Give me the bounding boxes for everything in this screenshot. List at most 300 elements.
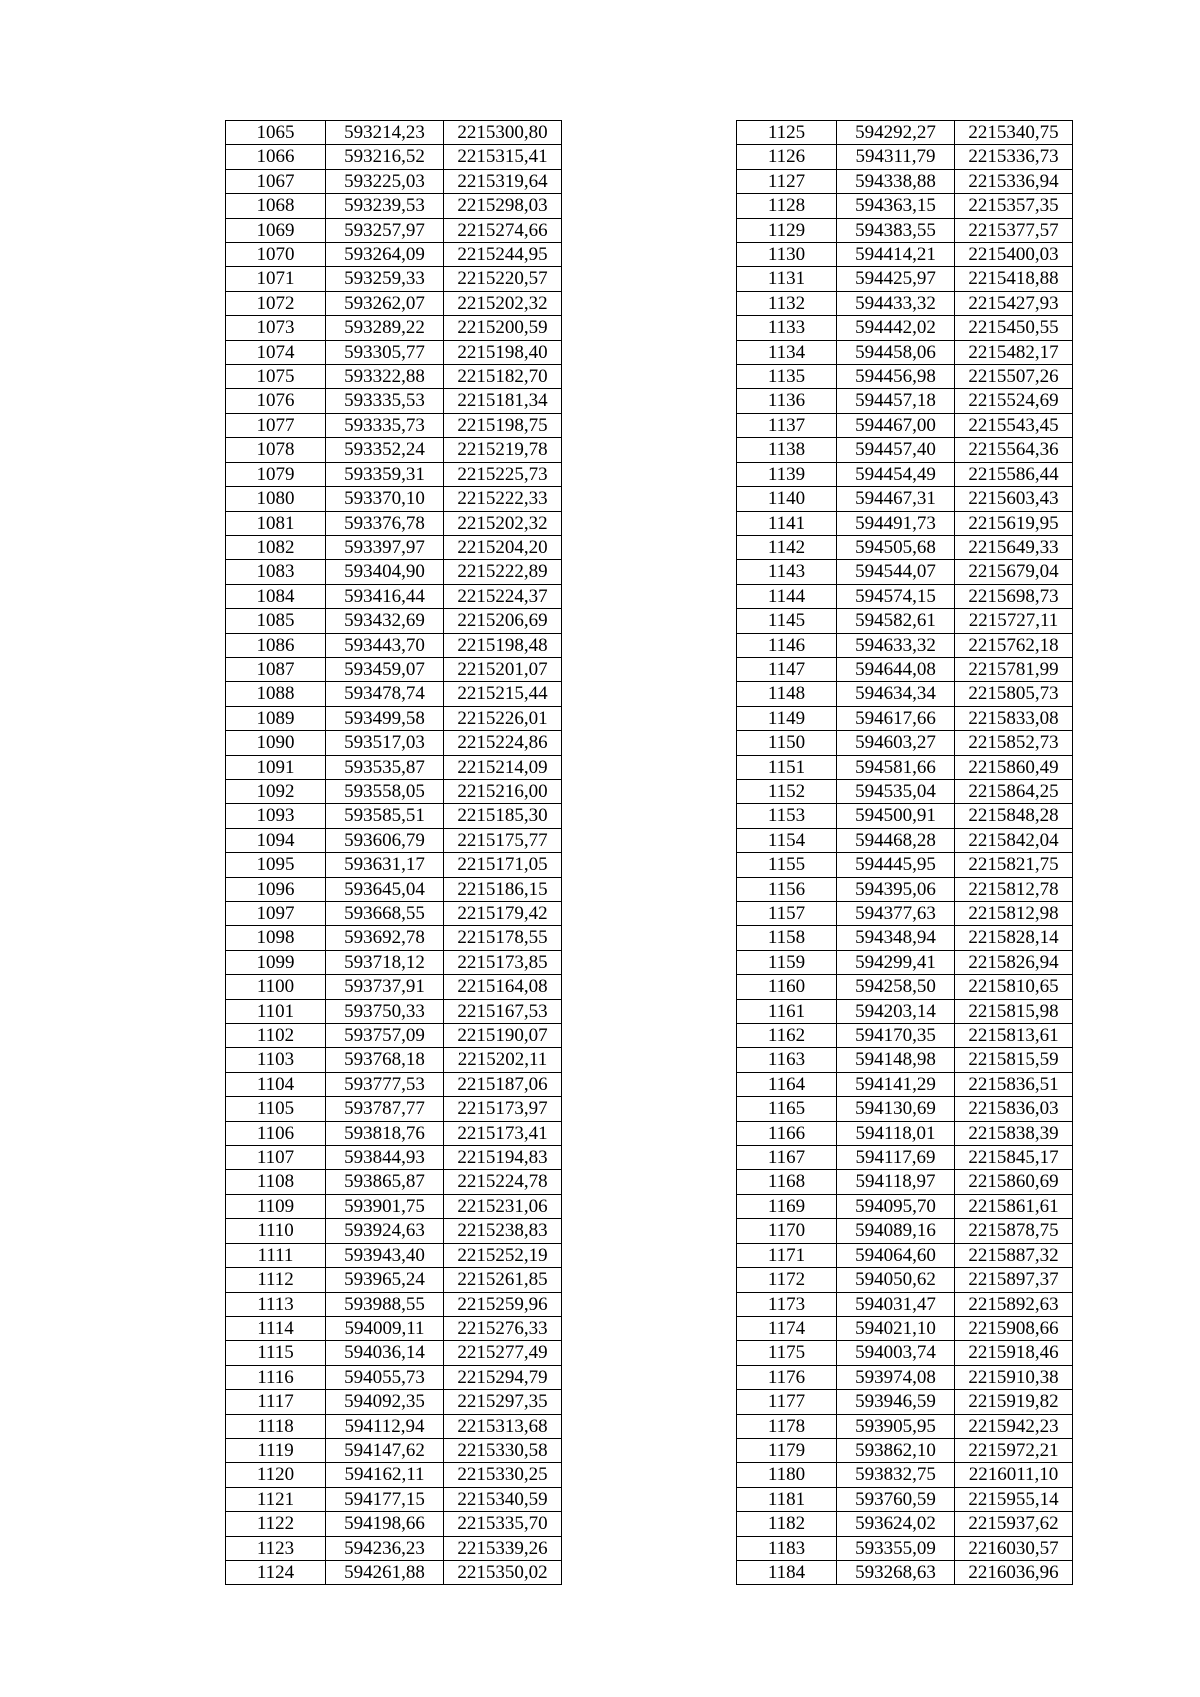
point-number-cell: 1090: [226, 731, 326, 755]
y-coordinate-cell: 2215942,23: [955, 1414, 1073, 1438]
y-coordinate-cell: 2215679,04: [955, 560, 1073, 584]
point-number-cell: 1129: [737, 218, 837, 242]
x-coordinate-cell: 594644,08: [837, 657, 955, 681]
x-coordinate-cell: 594535,04: [837, 779, 955, 803]
x-coordinate-cell: 594377,63: [837, 902, 955, 926]
point-number-cell: 1118: [226, 1414, 326, 1438]
point-number-cell: 1076: [226, 389, 326, 413]
table-row: [226, 1414, 562, 1438]
y-coordinate-cell: 2215860,49: [955, 755, 1073, 779]
point-number-cell: 1074: [226, 340, 326, 364]
table-row: [737, 999, 1073, 1023]
x-coordinate-cell: 593432,69: [326, 609, 444, 633]
y-coordinate-cell: 2215482,17: [955, 340, 1073, 364]
y-coordinate-cell: 2215340,59: [444, 1487, 562, 1511]
y-coordinate-cell: 2215276,33: [444, 1316, 562, 1340]
x-coordinate-cell: 593359,31: [326, 462, 444, 486]
y-coordinate-cell: 2215330,25: [444, 1463, 562, 1487]
x-coordinate-cell: 593760,59: [837, 1487, 955, 1511]
y-coordinate-cell: 2215864,25: [955, 779, 1073, 803]
y-coordinate-cell: 2215845,17: [955, 1146, 1073, 1170]
y-coordinate-cell: 2215586,44: [955, 462, 1073, 486]
x-coordinate-cell: 594468,28: [837, 828, 955, 852]
point-number-cell: 1082: [226, 535, 326, 559]
y-coordinate-cell: 2215175,77: [444, 828, 562, 852]
point-number-cell: 1072: [226, 291, 326, 315]
x-coordinate-cell: 594036,14: [326, 1341, 444, 1365]
coordinate-table-body: [226, 121, 562, 1585]
point-number-cell: 1127: [737, 169, 837, 193]
point-number-cell: 1171: [737, 1243, 837, 1267]
table-row: [226, 1170, 562, 1194]
table-row: [226, 877, 562, 901]
x-coordinate-cell: 593397,97: [326, 535, 444, 559]
point-number-cell: 1093: [226, 804, 326, 828]
y-coordinate-cell: 2215198,48: [444, 633, 562, 657]
y-coordinate-cell: 2215216,00: [444, 779, 562, 803]
y-coordinate-cell: 2215315,41: [444, 145, 562, 169]
point-number-cell: 1166: [737, 1121, 837, 1145]
y-coordinate-cell: 2215878,75: [955, 1219, 1073, 1243]
table-row: [737, 462, 1073, 486]
x-coordinate-cell: 594055,73: [326, 1365, 444, 1389]
x-coordinate-cell: 593606,79: [326, 828, 444, 852]
x-coordinate-cell: 594112,94: [326, 1414, 444, 1438]
point-number-cell: 1098: [226, 926, 326, 950]
point-number-cell: 1126: [737, 145, 837, 169]
point-number-cell: 1104: [226, 1072, 326, 1096]
table-row: [737, 1146, 1073, 1170]
y-coordinate-cell: 2215861,61: [955, 1194, 1073, 1218]
x-coordinate-cell: 594092,35: [326, 1390, 444, 1414]
point-number-cell: 1089: [226, 706, 326, 730]
y-coordinate-cell: 2215848,28: [955, 804, 1073, 828]
x-coordinate-cell: 593322,88: [326, 365, 444, 389]
y-coordinate-cell: 2216036,96: [955, 1560, 1073, 1584]
table-row: [737, 731, 1073, 755]
table-row: [226, 1560, 562, 1584]
table-row: [226, 511, 562, 535]
y-coordinate-cell: 2215164,08: [444, 975, 562, 999]
x-coordinate-cell: 593335,73: [326, 413, 444, 437]
table-row: [226, 218, 562, 242]
y-coordinate-cell: 2215524,69: [955, 389, 1073, 413]
coordinate-table-body: [737, 121, 1073, 1585]
x-coordinate-cell: 593404,90: [326, 560, 444, 584]
point-number-cell: 1177: [737, 1390, 837, 1414]
x-coordinate-cell: 593289,22: [326, 316, 444, 340]
x-coordinate-cell: 593943,40: [326, 1243, 444, 1267]
point-number-cell: 1180: [737, 1463, 837, 1487]
table-row: [737, 560, 1073, 584]
point-number-cell: 1164: [737, 1072, 837, 1096]
x-coordinate-cell: 593355,09: [837, 1536, 955, 1560]
point-number-cell: 1175: [737, 1341, 837, 1365]
point-number-cell: 1105: [226, 1097, 326, 1121]
y-coordinate-cell: 2215910,38: [955, 1365, 1073, 1389]
y-coordinate-cell: 2215852,73: [955, 731, 1073, 755]
x-coordinate-cell: 594458,06: [837, 340, 955, 364]
point-number-cell: 1128: [737, 194, 837, 218]
point-number-cell: 1112: [226, 1268, 326, 1292]
x-coordinate-cell: 593214,23: [326, 121, 444, 145]
point-number-cell: 1184: [737, 1560, 837, 1584]
point-number-cell: 1159: [737, 950, 837, 974]
y-coordinate-cell: 2216030,57: [955, 1536, 1073, 1560]
y-coordinate-cell: 2215826,94: [955, 950, 1073, 974]
y-coordinate-cell: 2215937,62: [955, 1512, 1073, 1536]
point-number-cell: 1158: [737, 926, 837, 950]
table-row: [737, 682, 1073, 706]
point-number-cell: 1099: [226, 950, 326, 974]
y-coordinate-cell: 2215224,37: [444, 584, 562, 608]
table-row: [737, 1243, 1073, 1267]
point-number-cell: 1066: [226, 145, 326, 169]
table-row: [737, 1194, 1073, 1218]
x-coordinate-cell: 594261,88: [326, 1560, 444, 1584]
x-coordinate-cell: 594581,66: [837, 755, 955, 779]
point-number-cell: 1077: [226, 413, 326, 437]
table-row: [226, 145, 562, 169]
y-coordinate-cell: 2215418,88: [955, 267, 1073, 291]
x-coordinate-cell: 593264,09: [326, 243, 444, 267]
point-number-cell: 1088: [226, 682, 326, 706]
x-coordinate-cell: 594395,06: [837, 877, 955, 901]
y-coordinate-cell: 2215187,06: [444, 1072, 562, 1096]
y-coordinate-cell: 2215178,55: [444, 926, 562, 950]
x-coordinate-cell: 593305,77: [326, 340, 444, 364]
y-coordinate-cell: 2215259,96: [444, 1292, 562, 1316]
y-coordinate-cell: 2215812,98: [955, 902, 1073, 926]
y-coordinate-cell: 2215261,85: [444, 1268, 562, 1292]
table-row: [737, 243, 1073, 267]
y-coordinate-cell: 2215812,78: [955, 877, 1073, 901]
x-coordinate-cell: 594031,47: [837, 1292, 955, 1316]
table-row: [226, 1341, 562, 1365]
y-coordinate-cell: 2215198,40: [444, 340, 562, 364]
x-coordinate-cell: 594544,07: [837, 560, 955, 584]
point-number-cell: 1078: [226, 438, 326, 462]
y-coordinate-cell: 2215200,59: [444, 316, 562, 340]
y-coordinate-cell: 2215919,82: [955, 1390, 1073, 1414]
point-number-cell: 1135: [737, 365, 837, 389]
y-coordinate-cell: 2215224,86: [444, 731, 562, 755]
y-coordinate-cell: 2215972,21: [955, 1438, 1073, 1462]
point-number-cell: 1083: [226, 560, 326, 584]
y-coordinate-cell: 2215226,01: [444, 706, 562, 730]
y-coordinate-cell: 2215427,93: [955, 291, 1073, 315]
point-number-cell: 1086: [226, 633, 326, 657]
point-number-cell: 1134: [737, 340, 837, 364]
table-row: [226, 1292, 562, 1316]
point-number-cell: 1075: [226, 365, 326, 389]
y-coordinate-cell: 2215202,32: [444, 511, 562, 535]
y-coordinate-cell: 2215603,43: [955, 487, 1073, 511]
x-coordinate-cell: 593750,33: [326, 999, 444, 1023]
table-row: [737, 706, 1073, 730]
table-row: [737, 609, 1073, 633]
point-number-cell: 1130: [737, 243, 837, 267]
point-number-cell: 1133: [737, 316, 837, 340]
y-coordinate-cell: 2215182,70: [444, 365, 562, 389]
point-number-cell: 1150: [737, 731, 837, 755]
y-coordinate-cell: 2215202,32: [444, 291, 562, 315]
x-coordinate-cell: 593478,74: [326, 682, 444, 706]
point-number-cell: 1137: [737, 413, 837, 437]
y-coordinate-cell: 2215225,73: [444, 462, 562, 486]
table-row: [226, 194, 562, 218]
x-coordinate-cell: 594603,27: [837, 731, 955, 755]
x-coordinate-cell: 594633,32: [837, 633, 955, 657]
point-number-cell: 1123: [226, 1536, 326, 1560]
table-row: [226, 633, 562, 657]
x-coordinate-cell: 593335,53: [326, 389, 444, 413]
point-number-cell: 1068: [226, 194, 326, 218]
y-coordinate-cell: 2215833,08: [955, 706, 1073, 730]
x-coordinate-cell: 593376,78: [326, 511, 444, 535]
x-coordinate-cell: 593974,08: [837, 1365, 955, 1389]
x-coordinate-cell: 593865,87: [326, 1170, 444, 1194]
y-coordinate-cell: 2215838,39: [955, 1121, 1073, 1145]
table-row: [226, 560, 562, 584]
point-number-cell: 1069: [226, 218, 326, 242]
table-row: [226, 999, 562, 1023]
table-row: [226, 169, 562, 193]
table-row: [226, 1268, 562, 1292]
point-number-cell: 1122: [226, 1512, 326, 1536]
point-number-cell: 1152: [737, 779, 837, 803]
point-number-cell: 1181: [737, 1487, 837, 1511]
table-row: [737, 1487, 1073, 1511]
x-coordinate-cell: 594491,73: [837, 511, 955, 535]
y-coordinate-cell: 2215202,11: [444, 1048, 562, 1072]
x-coordinate-cell: 594203,14: [837, 999, 955, 1023]
x-coordinate-cell: 594338,88: [837, 169, 955, 193]
table-row: [226, 316, 562, 340]
table-row: [226, 1219, 562, 1243]
point-number-cell: 1121: [226, 1487, 326, 1511]
x-coordinate-cell: 594009,11: [326, 1316, 444, 1340]
table-row: [737, 877, 1073, 901]
table-row: [226, 755, 562, 779]
x-coordinate-cell: 593352,24: [326, 438, 444, 462]
table-row: [737, 657, 1073, 681]
point-number-cell: 1161: [737, 999, 837, 1023]
table-row: [226, 487, 562, 511]
table-row: [737, 926, 1073, 950]
table-row: [737, 1121, 1073, 1145]
table-row: [226, 682, 562, 706]
table-row: [737, 438, 1073, 462]
x-coordinate-cell: 593631,17: [326, 853, 444, 877]
table-row: [737, 1292, 1073, 1316]
point-number-cell: 1115: [226, 1341, 326, 1365]
table-row: [737, 1268, 1073, 1292]
table-row: [226, 389, 562, 413]
point-number-cell: 1114: [226, 1316, 326, 1340]
x-coordinate-cell: 594500,91: [837, 804, 955, 828]
x-coordinate-cell: 593862,10: [837, 1438, 955, 1462]
table-row: [226, 1072, 562, 1096]
x-coordinate-cell: 593946,59: [837, 1390, 955, 1414]
point-number-cell: 1176: [737, 1365, 837, 1389]
y-coordinate-cell: 2215781,99: [955, 657, 1073, 681]
x-coordinate-cell: 593692,78: [326, 926, 444, 950]
x-coordinate-cell: 593535,87: [326, 755, 444, 779]
table-row: [737, 828, 1073, 852]
table-row: [226, 1512, 562, 1536]
point-number-cell: 1138: [737, 438, 837, 462]
table-row: [737, 487, 1073, 511]
x-coordinate-cell: 594118,97: [837, 1170, 955, 1194]
point-number-cell: 1070: [226, 243, 326, 267]
point-number-cell: 1095: [226, 853, 326, 877]
point-number-cell: 1178: [737, 1414, 837, 1438]
point-number-cell: 1147: [737, 657, 837, 681]
y-coordinate-cell: 2215173,97: [444, 1097, 562, 1121]
point-number-cell: 1103: [226, 1048, 326, 1072]
table-row: [226, 926, 562, 950]
x-coordinate-cell: 594118,01: [837, 1121, 955, 1145]
table-row: [226, 1438, 562, 1462]
x-coordinate-cell: 593259,33: [326, 267, 444, 291]
table-row: [226, 902, 562, 926]
point-number-cell: 1107: [226, 1146, 326, 1170]
table-row: [226, 243, 562, 267]
x-coordinate-cell: 593832,75: [837, 1463, 955, 1487]
x-coordinate-cell: 594445,95: [837, 853, 955, 877]
table-row: [226, 1316, 562, 1340]
x-coordinate-cell: 593645,04: [326, 877, 444, 901]
y-coordinate-cell: 2215171,05: [444, 853, 562, 877]
x-coordinate-cell: 593757,09: [326, 1024, 444, 1048]
table-row: [226, 1243, 562, 1267]
x-coordinate-cell: 593768,18: [326, 1048, 444, 1072]
x-coordinate-cell: 593216,52: [326, 145, 444, 169]
y-coordinate-cell: 2215887,32: [955, 1243, 1073, 1267]
y-coordinate-cell: 2215186,15: [444, 877, 562, 901]
y-coordinate-cell: 2215805,73: [955, 682, 1073, 706]
table-row: [226, 779, 562, 803]
table-row: [737, 755, 1073, 779]
x-coordinate-cell: 594089,16: [837, 1219, 955, 1243]
table-row: [737, 365, 1073, 389]
table-row: [226, 121, 562, 145]
x-coordinate-cell: 594425,97: [837, 267, 955, 291]
y-coordinate-cell: 2215892,63: [955, 1292, 1073, 1316]
point-number-cell: 1101: [226, 999, 326, 1023]
table-row: [737, 194, 1073, 218]
table-row: [226, 731, 562, 755]
y-coordinate-cell: 2215450,55: [955, 316, 1073, 340]
y-coordinate-cell: 2215215,44: [444, 682, 562, 706]
point-number-cell: 1170: [737, 1219, 837, 1243]
x-coordinate-cell: 594363,15: [837, 194, 955, 218]
table-row: [226, 340, 562, 364]
y-coordinate-cell: 2215224,78: [444, 1170, 562, 1194]
x-coordinate-cell: 594130,69: [837, 1097, 955, 1121]
y-coordinate-cell: 2215815,98: [955, 999, 1073, 1023]
x-coordinate-cell: 594442,02: [837, 316, 955, 340]
x-coordinate-cell: 594299,41: [837, 950, 955, 974]
y-coordinate-cell: 2215294,79: [444, 1365, 562, 1389]
table-row: [226, 609, 562, 633]
table-row: [737, 267, 1073, 291]
x-coordinate-cell: 593585,51: [326, 804, 444, 828]
y-coordinate-cell: 2215836,51: [955, 1072, 1073, 1096]
table-row: [737, 804, 1073, 828]
y-coordinate-cell: 2215313,68: [444, 1414, 562, 1438]
point-number-cell: 1065: [226, 121, 326, 145]
table-row: [226, 950, 562, 974]
table-row: [226, 1024, 562, 1048]
y-coordinate-cell: 2215955,14: [955, 1487, 1073, 1511]
table-row: [737, 1316, 1073, 1340]
y-coordinate-cell: 2215238,83: [444, 1219, 562, 1243]
table-row: [737, 511, 1073, 535]
point-number-cell: 1173: [737, 1292, 837, 1316]
y-coordinate-cell: 2215377,57: [955, 218, 1073, 242]
x-coordinate-cell: 593965,24: [326, 1268, 444, 1292]
y-coordinate-cell: 2215173,85: [444, 950, 562, 974]
table-row: [737, 950, 1073, 974]
table-row: [737, 218, 1073, 242]
x-coordinate-cell: 593777,53: [326, 1072, 444, 1096]
y-coordinate-cell: 2215194,83: [444, 1146, 562, 1170]
point-number-cell: 1097: [226, 902, 326, 926]
table-row: [226, 1536, 562, 1560]
x-coordinate-cell: 594117,69: [837, 1146, 955, 1170]
point-number-cell: 1125: [737, 121, 837, 145]
point-number-cell: 1071: [226, 267, 326, 291]
point-number-cell: 1119: [226, 1438, 326, 1462]
y-coordinate-cell: 2215277,49: [444, 1341, 562, 1365]
y-coordinate-cell: 2215897,37: [955, 1268, 1073, 1292]
x-coordinate-cell: 593268,63: [837, 1560, 955, 1584]
x-coordinate-cell: 594162,11: [326, 1463, 444, 1487]
y-coordinate-cell: 2215564,36: [955, 438, 1073, 462]
table-row: [226, 657, 562, 681]
point-number-cell: 1144: [737, 584, 837, 608]
x-coordinate-cell: 593459,07: [326, 657, 444, 681]
y-coordinate-cell: 2215298,03: [444, 194, 562, 218]
table-row: [737, 1170, 1073, 1194]
point-number-cell: 1108: [226, 1170, 326, 1194]
y-coordinate-cell: 2215821,75: [955, 853, 1073, 877]
point-number-cell: 1081: [226, 511, 326, 535]
y-coordinate-cell: 2215507,26: [955, 365, 1073, 389]
x-coordinate-cell: 593718,12: [326, 950, 444, 974]
point-number-cell: 1140: [737, 487, 837, 511]
point-number-cell: 1167: [737, 1146, 837, 1170]
point-number-cell: 1160: [737, 975, 837, 999]
x-coordinate-cell: 593818,76: [326, 1121, 444, 1145]
table-row: [226, 462, 562, 486]
table-row: [737, 121, 1073, 145]
x-coordinate-cell: 593624,02: [837, 1512, 955, 1536]
x-coordinate-cell: 594148,98: [837, 1048, 955, 1072]
x-coordinate-cell: 594141,29: [837, 1072, 955, 1096]
table-row: [737, 1097, 1073, 1121]
table-row: [226, 1097, 562, 1121]
y-coordinate-cell: 2215201,07: [444, 657, 562, 681]
point-number-cell: 1085: [226, 609, 326, 633]
point-number-cell: 1139: [737, 462, 837, 486]
y-coordinate-cell: 2215198,75: [444, 413, 562, 437]
point-number-cell: 1168: [737, 1170, 837, 1194]
table-row: [737, 1219, 1073, 1243]
x-coordinate-cell: 593737,91: [326, 975, 444, 999]
